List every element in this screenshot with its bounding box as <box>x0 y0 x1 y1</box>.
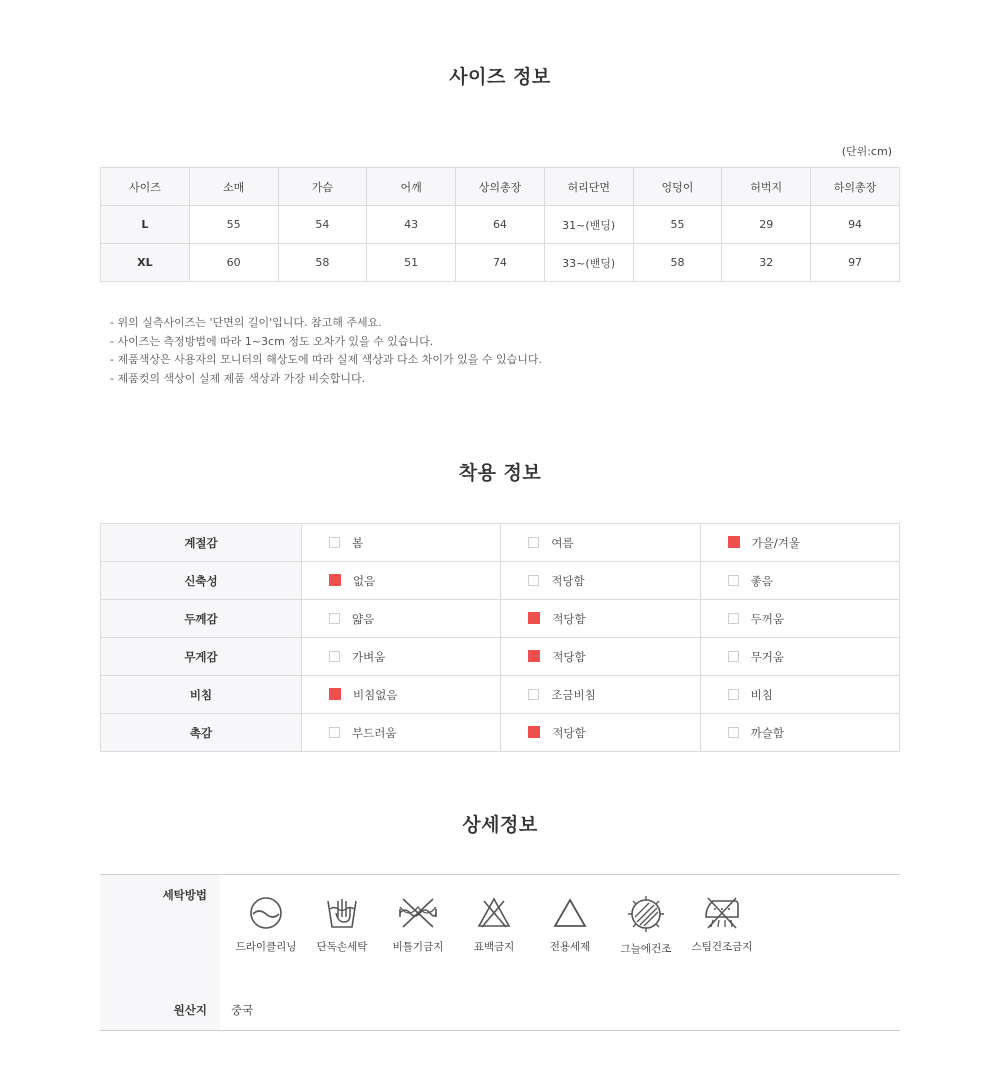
no-bleach-icon <box>476 895 512 931</box>
checkbox-icon <box>728 727 739 738</box>
origin-value: 중국 <box>231 1003 254 1017</box>
fit-option-label: 비침없음 <box>353 687 398 702</box>
checkbox-icon <box>329 651 340 662</box>
wash-item <box>532 895 608 954</box>
fit-option <box>302 638 501 676</box>
fit-row-stretch <box>101 562 900 600</box>
size-note: - 제품컷의 색상이 실제 제품 색상과 가장 비슷합니다. <box>110 371 366 385</box>
wash-item <box>304 895 380 954</box>
fit-option-label: 좋음 <box>750 573 773 588</box>
size-value-cell: 54 <box>278 206 367 244</box>
unit-label: (단위:cm) <box>841 145 892 158</box>
size-value-cell: 29 <box>722 206 811 244</box>
size-value-cell: 33~(밴딩) <box>544 244 633 282</box>
fit-option-label: 얇음 <box>352 611 375 626</box>
size-table-header: 하의총장 <box>811 168 900 206</box>
size-notes <box>110 314 542 388</box>
size-table <box>100 167 900 282</box>
wash-item-label: 드라이클리닝 <box>235 941 297 953</box>
size-table-header: 허리단면 <box>544 168 633 206</box>
wash-item-label: 표백금지 <box>473 941 515 953</box>
fit-option <box>302 562 501 600</box>
fit-option-label: 적당함 <box>552 725 586 740</box>
fit-row-label: 두께감 <box>101 600 302 638</box>
size-value-cell: 32 <box>722 244 811 282</box>
fit-row-texture <box>101 714 900 752</box>
fit-option <box>700 676 899 714</box>
fit-row-label: 촉감 <box>101 714 302 752</box>
fit-option <box>501 638 700 676</box>
checkbox-icon <box>329 727 340 738</box>
size-table-row <box>101 244 900 282</box>
checkbox-icon <box>528 537 539 548</box>
size-value-cell: 58 <box>633 244 722 282</box>
fit-row-label: 계절감 <box>101 524 302 562</box>
wash-item-label: 스팀건조금지 <box>691 941 753 953</box>
fit-option-label: 봄 <box>352 535 364 550</box>
fit-option <box>501 714 700 752</box>
size-table-header: 어깨 <box>367 168 456 206</box>
fit-row-label: 비침 <box>101 676 302 714</box>
size-value-cell: 97 <box>811 244 900 282</box>
fit-option-label: 부드러움 <box>352 725 397 740</box>
dry-cleaning-icon <box>248 895 284 931</box>
checkbox-checked-icon <box>329 574 341 586</box>
wash-item <box>608 895 684 956</box>
wash-item <box>456 895 532 954</box>
detail-info-title: 상세정보 <box>462 814 538 836</box>
size-value-cell: 55 <box>633 206 722 244</box>
wash-item-label: 그늘에건조 <box>620 943 672 955</box>
fit-option <box>700 524 899 562</box>
size-value-cell: 74 <box>456 244 545 282</box>
checkbox-icon <box>329 537 340 548</box>
fit-option-label: 가벼움 <box>352 649 386 664</box>
size-table-header: 상의총장 <box>456 168 545 206</box>
fit-option <box>302 524 501 562</box>
size-table-header: 허벅지 <box>722 168 811 206</box>
shade-dry-icon <box>627 895 665 933</box>
fit-info-title: 착용 정보 <box>458 462 542 484</box>
size-note: - 사이즈는 측정방법에 따라 1~3cm 정도 오차가 있을 수 있습니다. <box>110 334 434 348</box>
fit-option <box>302 676 501 714</box>
checkbox-checked-icon <box>528 650 540 662</box>
fit-option-label: 여름 <box>551 535 574 550</box>
fit-option-label: 무거움 <box>750 649 784 664</box>
size-note: - 제품색상은 사용자의 모니터의 해상도에 따라 실제 색상과 다소 차이가 있을 수 있습니다. <box>110 353 542 366</box>
origin-label: 원산지 <box>173 1003 207 1017</box>
size-value-cell: 55 <box>189 206 278 244</box>
fit-option-label: 적당함 <box>552 649 586 664</box>
size-value-cell: 94 <box>811 206 900 244</box>
fit-row-season <box>101 524 900 562</box>
fit-option <box>501 562 700 600</box>
fit-option <box>501 600 700 638</box>
checkbox-checked-icon <box>528 726 540 738</box>
size-value-cell: 43 <box>367 206 456 244</box>
fit-option <box>302 714 501 752</box>
fit-option-label: 까슬함 <box>750 725 784 740</box>
fit-option-label: 비침 <box>750 687 773 702</box>
checkbox-icon <box>329 613 340 624</box>
wash-method-label: 세탁방법 <box>162 888 207 902</box>
fit-table <box>100 523 900 752</box>
fit-option-label: 가을/겨울 <box>751 535 800 550</box>
fit-option <box>302 600 501 638</box>
fit-option-label: 적당함 <box>552 611 586 626</box>
size-table-header: 엉덩이 <box>633 168 722 206</box>
size-info-title: 사이즈 정보 <box>449 66 551 88</box>
checkbox-icon <box>728 575 739 586</box>
wash-item <box>228 895 304 954</box>
fit-row-thickness <box>101 600 900 638</box>
fit-option-label: 적당함 <box>551 573 585 588</box>
size-value-cell: 31~(밴딩) <box>544 206 633 244</box>
fit-option-label: 없음 <box>353 573 376 588</box>
detail-table <box>100 874 900 1031</box>
no-tumble-dry-icon <box>703 895 741 931</box>
checkbox-checked-icon <box>728 536 740 548</box>
wash-item-label: 단독손세탁 <box>316 941 368 953</box>
fit-row-weight <box>101 638 900 676</box>
hand-wash-icon <box>324 895 360 931</box>
fit-option-label: 조금비침 <box>551 687 596 702</box>
size-note: - 위의 실측사이즈는 '단면의 길이'입니다. 참고해 주세요. <box>110 316 382 329</box>
size-table-header: 가슴 <box>278 168 367 206</box>
size-table-row <box>101 206 900 244</box>
wash-item <box>380 895 456 954</box>
checkbox-icon <box>728 651 739 662</box>
neutral-detergent-icon <box>552 895 588 931</box>
checkbox-icon <box>528 575 539 586</box>
checkbox-icon <box>728 689 739 700</box>
fit-option <box>700 714 899 752</box>
fit-row-sheerness <box>101 676 900 714</box>
checkbox-icon <box>728 613 739 624</box>
fit-option-label: 두꺼움 <box>750 611 784 626</box>
size-table-header: 소매 <box>189 168 278 206</box>
checkbox-checked-icon <box>528 612 540 624</box>
size-table-header: 사이즈 <box>101 168 190 206</box>
size-value-cell: 58 <box>278 244 367 282</box>
size-table-header-row <box>101 168 900 206</box>
size-value-cell: 51 <box>367 244 456 282</box>
checkbox-checked-icon <box>329 688 341 700</box>
fit-option <box>501 676 700 714</box>
wash-item <box>684 895 760 954</box>
fit-row-label: 무게감 <box>101 638 302 676</box>
size-label-cell: L <box>101 206 190 244</box>
fit-option <box>700 638 899 676</box>
size-value-cell: 64 <box>456 206 545 244</box>
fit-option <box>501 524 700 562</box>
fit-option <box>700 562 899 600</box>
wash-item-label: 전용세제 <box>549 941 591 953</box>
no-wring-icon <box>397 895 439 931</box>
checkbox-icon <box>528 689 539 700</box>
size-value-cell: 60 <box>189 244 278 282</box>
size-label-cell: XL <box>101 244 190 282</box>
wash-item-label: 비틀기금지 <box>392 941 444 953</box>
fit-option <box>700 600 899 638</box>
fit-row-label: 신축성 <box>101 562 302 600</box>
